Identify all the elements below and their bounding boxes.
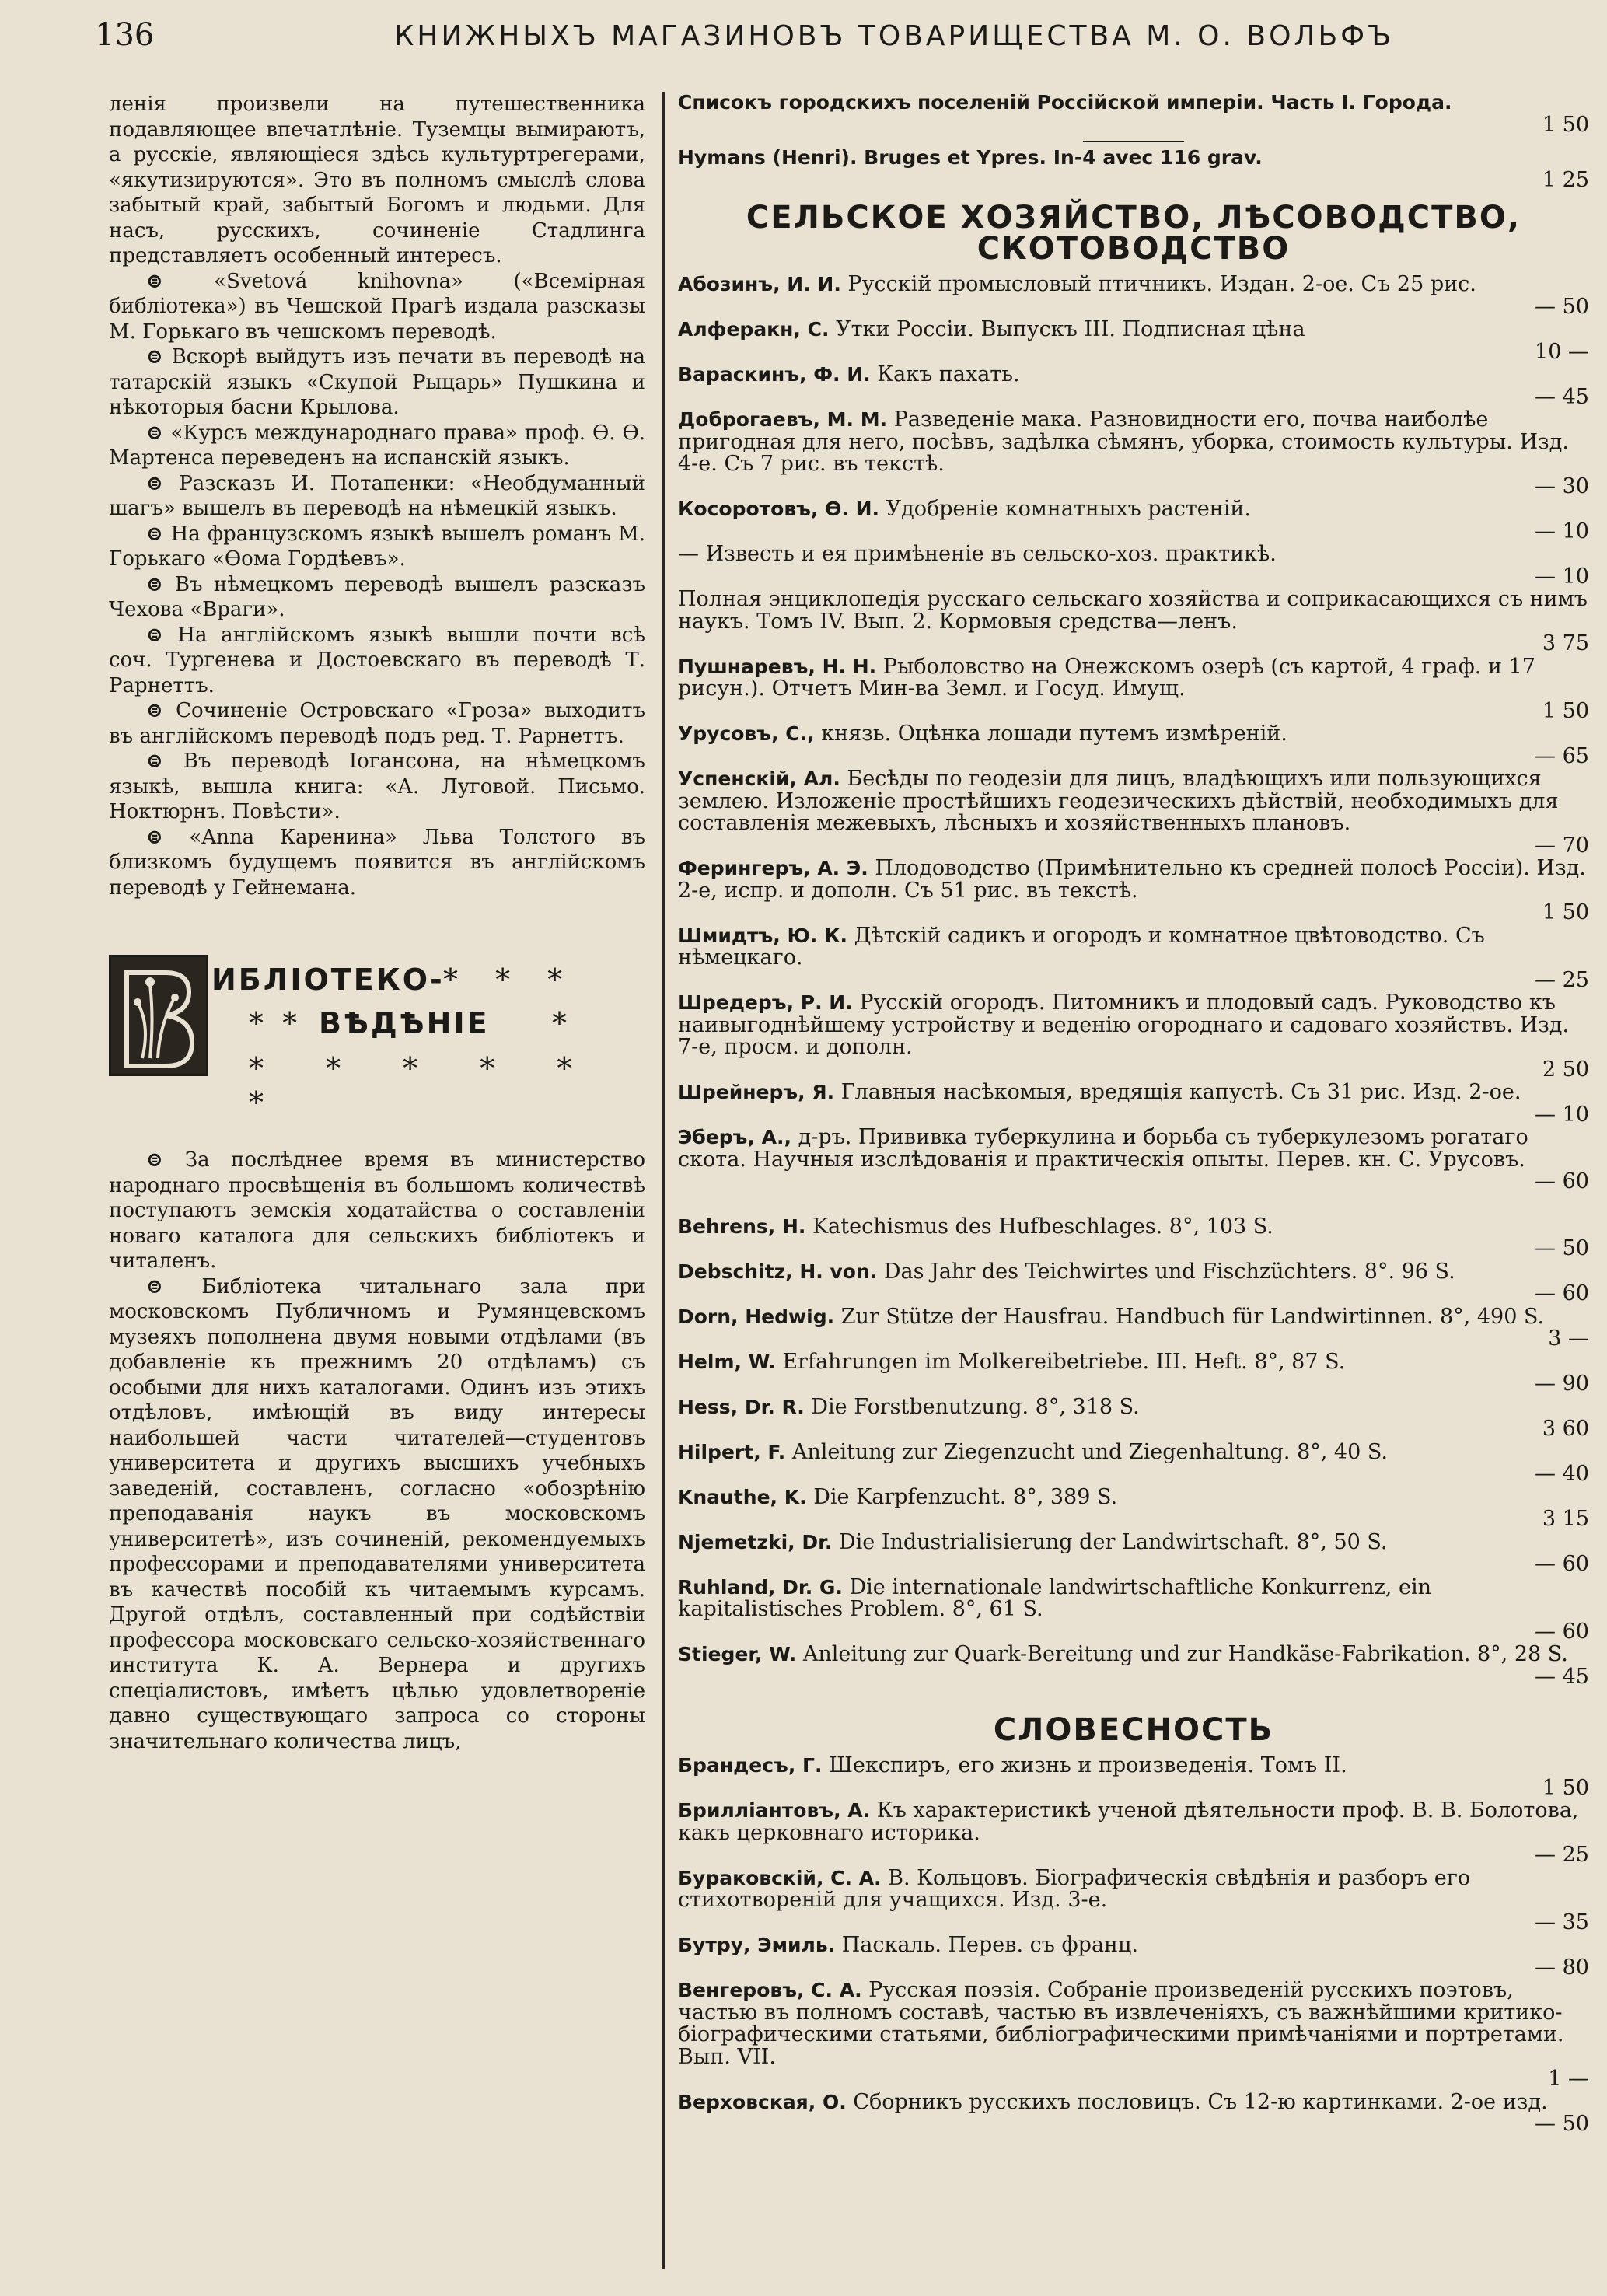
entry-author: Успенскій, Ал. — [678, 767, 840, 790]
catalog-entry — [678, 1396, 1589, 1441]
catalog-entry — [678, 1082, 1589, 1126]
column-divider — [662, 92, 665, 2269]
entry-author: Брандесъ, Г. — [678, 1754, 823, 1777]
entry-text: Паскаль. Перев. съ франц. — [841, 1933, 1138, 1957]
entry-price: 3 75 — [1542, 631, 1589, 655]
entry-author: Бураковскій, С. А. — [678, 1866, 882, 1889]
entry-author: Njemetzki, Dr. — [678, 1530, 833, 1553]
entry-text: Главныя насѣкомыя, вредящія капустѣ. Съ 31 рис. Изд. 2-ое. — [840, 1080, 1521, 1104]
entry-body — [678, 319, 1589, 341]
entry-body — [678, 1351, 1589, 1374]
catalog-entry — [678, 1644, 1589, 1688]
entry-author: Hess, Dr. R. — [678, 1395, 805, 1418]
entry-body — [678, 274, 1589, 296]
entry-body — [678, 768, 1589, 835]
catalog-entry — [678, 1306, 1589, 1351]
entry-author: Hilpert, F. — [678, 1440, 786, 1463]
entry-body — [678, 656, 1589, 701]
entry-price: — 50 — [1535, 294, 1589, 319]
entry-body — [678, 1484, 1589, 1509]
agriculture-german-list — [678, 1216, 1589, 1689]
agriculture-list — [678, 274, 1589, 1193]
entry-body — [678, 992, 1589, 1059]
page-number: 136 — [95, 17, 155, 53]
catalog-entry — [678, 1261, 1589, 1305]
catalog-entry — [678, 364, 1589, 408]
entry-price: — 25 — [1535, 1843, 1589, 1867]
entry-author: Бутру, Эмиль. — [678, 1934, 836, 1956]
entry-author: Абозинъ, И. И. — [678, 273, 841, 295]
entry-price: — 40 — [1535, 1462, 1589, 1486]
entry-price: — 50 — [1535, 2112, 1589, 2136]
catalog-entry — [678, 656, 1589, 723]
entry-text: Die Industrialisierung der Landwirtschaft. 8°, 50 S. — [838, 1529, 1388, 1554]
entry-body — [678, 1216, 1589, 1239]
library-paragraph: ⊜ Библіотека читальнаго зала при московскомъ Публичномъ и Румянцевскомъ музеяхъ пополнена двумя новыми отдѣлами (въ добавленіе къ прежнимъ 20 отдѣламъ) съ особыми для нихъ каталогами. Одинъ изъ этихъ отдѣловъ, имѣющій въ виду интересы наибольшей части читателей—студентовъ университета и другихъ высшихъ учебныхъ заведеній, составленъ, согласно «обозрѣнію преподаванія наукъ въ московскомъ университетѣ», изъ сочиненій, рекомендуемыхъ профессорами и преподавателями университета въ качествѣ пособій къ читаемымъ курсамъ. Другой отдѣлъ, составленный при содѣйствіи профессора московскаго сельско-хозяйственнаго института К. А. Вернера и другихъ спеціалистовъ, имѣетъ цѣлью удовлетвореніе давно существующаго запроса со стороны значительнаго количества лицъ, — [109, 1274, 645, 1753]
entry-text: Hymans (Henri). Bruges et Ypres. In-4 avec 116 grav. — [678, 146, 1263, 169]
entry-body — [678, 1306, 1589, 1329]
entry-body — [678, 858, 1589, 902]
entry-price: 10 — — [1535, 339, 1589, 364]
catalog-entry — [678, 768, 1589, 857]
news-paragraph: ⊜ Разсказъ И. Потапенки: «Необдуманный шагъ» вышелъ въ переводѣ на нѣмецкій языкъ. — [109, 471, 645, 520]
library-paragraph: ⊜ За послѣднее время въ министерство народнаго просвѣщенія въ большомъ количествѣ поступаютъ земскія ходатайства о составленіи новаго каталога для сельскихъ библіотекъ и читаленъ. — [109, 1148, 645, 1273]
entry-text: Къ характеристикѣ ученой дѣятельности проф. В. В. Болотова, какъ церковнаго историка. — [678, 1798, 1579, 1845]
news-paragraph: ⊜ «Svetová knihovna» («Всемірная библіотека») въ Чешской Прагѣ издала разсказы М. Горькаго въ чешскомъ переводѣ. — [109, 269, 645, 344]
catalog-entry — [678, 1800, 1589, 1867]
entry-text: Сборникъ русскихъ пословицъ. Съ 12-ю картинками. 2-ое изд. — [853, 2089, 1548, 2114]
section-title-line2: ВѢДѢНІЕ — [319, 1006, 490, 1040]
entry-body — [678, 1865, 1589, 1912]
entry-author: Шмидтъ, Ю. К. — [678, 924, 847, 947]
entry-text: Anleitung zur Quark-Bereitung und zur Handkäse-Fabrikation. 8°, 28 S. — [802, 1642, 1568, 1666]
decorative-stars: * — [552, 1006, 571, 1040]
catalog-entry — [678, 1439, 1589, 1486]
entry-author: Доброгаевъ, М. М. — [678, 408, 888, 431]
entry-text: Дѣтскій садикъ и огородъ и комнатное цвѣтоводство. Съ нѣмецкаго. — [678, 923, 1485, 970]
entry-body — [678, 1396, 1589, 1419]
separator-rule — [1083, 141, 1184, 142]
entry-text: Разведеніе мака. Разновидности его, почва наиболѣе пригодная для него, посѣвъ, задѣлка сѣмянъ, уборка, стоимость культуры. Изд. 4-е. Съ 7 рис. въ текстѣ. — [678, 407, 1569, 476]
catalog-entry — [678, 274, 1589, 318]
entry-text: В. Кольцовъ. Біографическія свѣдѣнія и разборъ его стихотвореній для учащихся. Изд. 3-е. — [678, 1865, 1471, 1912]
entry-text: Das Jahr des Teichwirtes und Fischzüchters. 8°. 96 S. — [883, 1259, 1455, 1284]
entry-author: Верховская, О. — [678, 2090, 847, 2113]
entry-author: Венгеровъ, С. А. — [678, 1979, 862, 2001]
entry-price: — 30 — [1535, 474, 1589, 498]
news-paragraph: ⊜ Въ нѣмецкомъ переводѣ вышелъ разсказъ Чехова «Враги». — [109, 572, 645, 621]
entry-text: Бесѣды по геодезіи для лицъ, владѣющихъ или пользующихся землею. Изложеніе простѣйшихъ геодезическихъ дѣйствій, необходимыхъ для составленія межевыхъ, лѣсныхъ и хозяйственныхъ плановъ. — [678, 767, 1559, 835]
news-paragraph: ленія произвели на путешественника подавляющее впечатлѣніе. Туземцы вымираютъ, а русскіе, являющіеся здѣсь культуртрегерами, «якутизируются». Это въ полномъ смыслѣ слова забытый край, забытый Богомъ и людьми. Для насъ, русскихъ, сочиненіе Стадлинга представляетъ особенный интересъ. — [109, 93, 645, 267]
news-paragraph: ⊜ На французскомъ языкѣ вышелъ романъ М. Горькаго «Ѳома Гордѣевъ». — [109, 522, 646, 571]
entry-price: 3 60 — [1542, 1417, 1589, 1441]
entry-text: Шекспиръ, его жизнь и произведенія. Томъ II. — [829, 1753, 1347, 1777]
entry-text: Katechismus des Hufbeschlages. 8°, 103 S. — [812, 1214, 1273, 1239]
entry-author: Ферингеръ, А. Э. — [678, 857, 868, 879]
entry-body — [678, 723, 1589, 746]
catalog-entry — [678, 1980, 1589, 2091]
catalog-entry — [678, 147, 1589, 191]
section-heading-library — [109, 955, 645, 1134]
entry-text: д-ръ. Прививка туберкулина и борьба съ туберкулезомъ рогатаго скота. Научныя изслѣдованія и практическія опыты. Перев. кн. С. Урусовъ. — [678, 1125, 1528, 1172]
entry-author: Шрейнеръ, Я. — [678, 1081, 835, 1103]
section-title-literature: СЛОВЕСНОСТЬ — [993, 1712, 1274, 1748]
entry-price: — 80 — [1535, 1955, 1589, 1980]
catalog-entry — [678, 589, 1589, 655]
entry-body — [678, 364, 1589, 386]
catalog-entry — [678, 723, 1589, 767]
news-paragraph: ⊜ «Anna Каренина» Льва Толстого въ близкомъ будущемъ появится въ англійскомъ переводѣ у Гейнемана. — [109, 825, 645, 900]
catalog-entry — [678, 1755, 1589, 1799]
news-paragraph: ⊜ Сочиненіе Островскаго «Гроза» выходитъ въ англійскомъ переводѣ подъ ред. Т. Рарнеттъ. — [109, 699, 646, 748]
entry-price: — 60 — [1535, 1169, 1589, 1193]
entry-price: 3 — — [1548, 1326, 1589, 1351]
entry-text: Русскій промысловый птичникъ. Издан. 2-ое. Съ 25 рис. — [847, 272, 1476, 296]
catalog-entry — [678, 858, 1589, 924]
entry-price: — 65 — [1535, 743, 1589, 768]
entry-text: Русскій огородъ. Питомникъ и плодовый садъ. Руководство къ наивыгоднѣйшему устройству и веденію огороднаго и садоваго хозяйствъ. Изд. 7-е, просм. и дополн. — [678, 991, 1570, 1059]
entry-author: Stieger, W. — [678, 1643, 797, 1665]
decorative-stars: * * — [249, 1006, 302, 1040]
entry-price: — 10 — [1535, 564, 1589, 589]
catalog-entry — [678, 543, 1589, 588]
catalog-entry — [678, 1529, 1589, 1576]
ornamental-initial-b-icon — [109, 955, 208, 1076]
entry-body — [678, 498, 1589, 521]
top-entries — [678, 92, 1589, 191]
catalog-entry — [678, 2089, 1589, 2136]
entry-text: Die internationale landwirtschaftliche Konkurrenz, ein kapitalistisches Problem. 8°, 61 S. — [678, 1574, 1432, 1621]
entry-price: — 60 — [1535, 1281, 1589, 1305]
entry-author: Урусовъ, С., — [678, 722, 815, 745]
entry-price: — 45 — [1535, 384, 1589, 409]
decorative-stars: * * * * * * — [249, 1051, 599, 1120]
entry-body — [678, 1980, 1589, 2068]
entry-price: — 60 — [1535, 1552, 1589, 1576]
entry-body — [678, 1800, 1589, 1844]
entry-text: Erfahrungen im Molkereibetriebe. III. Heft. 8°, 87 S. — [782, 1349, 1346, 1374]
entry-author: Debschitz, H. von. — [678, 1260, 878, 1283]
entry-author: Бриллiантовъ, А. — [678, 1799, 871, 1822]
entry-text: Утки Россіи. Выпускъ III. Подписная цѣна — [836, 317, 1305, 341]
entry-text: — Известь и ея примѣненіе въ сельско-хоз. практикѣ. — [678, 542, 1277, 566]
entry-text: Удобреніе комнатныхъ растеній. — [886, 497, 1251, 521]
section-title-agriculture: СЕЛЬСКОЕ ХОЗЯЙСТВО, ЛѢСОВОДСТВО, СКОТОВОДСТВО — [746, 200, 1521, 267]
entry-author: Вараскинъ, Ф. И. — [678, 363, 871, 386]
entry-author: Эберъ, А., — [678, 1126, 791, 1148]
entry-body — [678, 543, 1589, 566]
entry-text: Русская поэзія. Собраніе произведеній русскихъ поэтовъ, частью въ полномъ составѣ, частью въ извлеченіяхъ, съ важнѣйшими критико-біографическими статьями, библіографическими примѣчаніями и портретами. Вып. VII. — [678, 1978, 1564, 2069]
entry-author: Behrens, H. — [678, 1214, 806, 1238]
entry-price: 1 25 — [1542, 167, 1589, 192]
entry-text: Плодоводство (Примѣнительно къ средней полосѣ Россіи). Изд. 2-е, испр. и дополн. Съ 51 рис. въ текстѣ. — [678, 856, 1586, 903]
entry-text: князь. Оцѣнка лошади путемъ измѣреній. — [821, 722, 1287, 746]
entry-body — [678, 1082, 1589, 1104]
entry-author: Knauthe, K. — [678, 1485, 807, 1508]
catalog-entry — [678, 1484, 1589, 1531]
entry-price: 3 15 — [1542, 1507, 1589, 1531]
ornament-drawing — [111, 957, 206, 1074]
catalog-entry — [678, 1127, 1589, 1193]
entry-body — [678, 1574, 1589, 1621]
entry-body — [678, 589, 1589, 633]
entry-body — [678, 1529, 1589, 1554]
entry-price: 1 — — [1548, 2067, 1589, 2091]
entry-body — [678, 1934, 1589, 1957]
news-paragraph: ⊜ «Курсъ международнаго права» проф. Ѳ. Ѳ. Мартенса переведенъ на испанскій языкъ. — [109, 421, 645, 470]
decorative-stars: * * * — [443, 963, 577, 997]
entry-text: Полная энциклопедія русскаго сельскаго хозяйства и соприкасающихся съ нимъ наукъ. Томъ IV. Вып. 2. Кормовыя средства—ленъ. — [678, 587, 1588, 634]
entry-text: Zur Stütze der Hausfrau. Handbuch für Landwirtinnen. 8°, 490 S. — [840, 1304, 1545, 1329]
catalog-entry — [678, 409, 1589, 498]
entry-author: Алферакн, С. — [678, 318, 830, 341]
entry-price: — 70 — [1535, 833, 1589, 858]
entry-body — [678, 1644, 1589, 1666]
catalog-entry — [678, 1865, 1589, 1934]
entry-body — [678, 925, 1589, 970]
entry-author: Helm, W. — [678, 1350, 776, 1373]
entry-text: Anleitung zur Ziegenzucht und Ziegenhaltung. 8°, 40 S. — [791, 1439, 1388, 1464]
entry-text: Какъ пахать. — [877, 362, 1020, 386]
entry-price: — 10 — [1535, 1102, 1589, 1127]
news-paragraph: ⊜ На англійскомъ языкѣ вышли почти всѣ соч. Тургенева и Достоевскаго въ переводѣ Т. Рарнеттъ. — [109, 623, 645, 697]
news-paragraph: ⊜ Вскорѣ выйдутъ изъ печати въ переводѣ на татарскій языкъ «Скупой Рыцарь» Пушкина и нѣкоторыя басни Крылова. — [109, 345, 646, 419]
entry-body — [678, 409, 1589, 476]
entry-price: 1 50 — [1542, 698, 1589, 723]
left-column — [109, 92, 645, 2269]
right-column — [678, 92, 1589, 2269]
catalog-entry — [678, 1934, 1589, 1979]
entry-body — [678, 2089, 1589, 2114]
entry-author: Пушнаревъ, Н. Н. — [678, 655, 877, 678]
news-paragraph: ⊜ Въ переводѣ Іогансона, на нѣмецкомъ языкѣ, вышла книга: «А. Луговой. Письмо. Ноктюрнъ. Повѣсти». — [109, 750, 645, 823]
catalog-entry — [678, 1351, 1589, 1396]
entry-author: Dorn, Hedwig. — [678, 1305, 835, 1328]
entry-price: 1 50 — [1542, 1775, 1589, 1800]
entry-text: Die Forstbenutzung. 8°, 318 S. — [811, 1394, 1140, 1419]
catalog-entry — [678, 1574, 1589, 1644]
catalog-entry — [678, 92, 1589, 136]
entry-text: Списокъ городскихъ поселеній Россійской имперіи. Часть I. Города. — [678, 91, 1452, 114]
entry-body — [678, 1261, 1589, 1284]
running-title: КНИЖНЫХЪ МАГАЗИНОВЪ ТОВАРИЩЕСТВА М. О. ВОЛЬФЪ — [393, 20, 1395, 52]
entry-price: — 10 — [1535, 519, 1589, 543]
catalog-entry — [678, 992, 1589, 1081]
entry-text: Die Karpfenzucht. 8°, 389 S. — [813, 1484, 1118, 1509]
section-title-line1: ИБЛІОТЕКО- — [211, 963, 445, 997]
entry-body — [678, 1439, 1589, 1464]
entry-price: — 90 — [1535, 1372, 1589, 1396]
catalog-entry — [678, 1216, 1589, 1260]
page-header — [0, 0, 1607, 86]
entry-price: 1 50 — [1542, 112, 1589, 137]
entry-author: Косоротовъ, Ѳ. И. — [678, 498, 880, 520]
entry-price: — 45 — [1535, 1664, 1589, 1689]
entry-price: — 35 — [1535, 1910, 1589, 1934]
catalog-entry — [678, 498, 1589, 543]
entry-body — [678, 1755, 1589, 1777]
entry-price: 2 50 — [1542, 1057, 1589, 1082]
entry-author: Шредеръ, Р. И. — [678, 991, 853, 1014]
entry-text: Рыболовство на Онежскомъ озерѣ (съ картой, 4 граф. и 17 рисун.). Отчетъ Мин-ва Земл. и Госуд. Имущ. — [678, 654, 1535, 701]
entry-author: Ruhland, Dr. G. — [678, 1575, 843, 1599]
entry-price: 1 50 — [1542, 900, 1589, 924]
literature-list — [678, 1755, 1589, 2136]
entry-body — [678, 1127, 1589, 1171]
entry-price: — 60 — [1535, 1619, 1589, 1644]
entry-price: — 50 — [1535, 1236, 1589, 1260]
catalog-entry — [678, 319, 1589, 363]
catalog-entry — [678, 925, 1589, 992]
entry-price: — 25 — [1535, 967, 1589, 992]
